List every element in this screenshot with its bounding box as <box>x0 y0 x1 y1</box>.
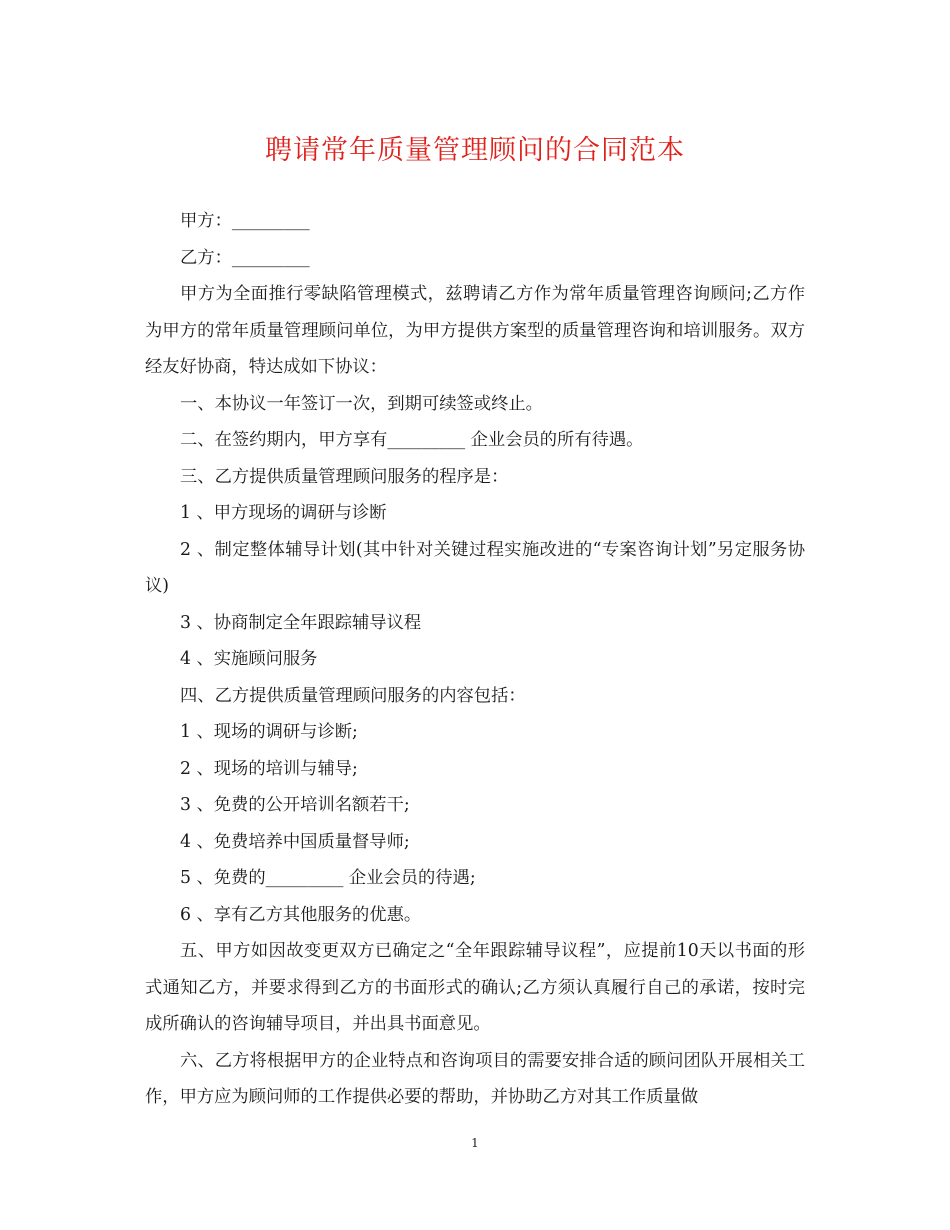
clause-4-item-5: 5 、免费的_________ 企业会员的待遇; <box>180 868 476 888</box>
clause-4-heading: 四、乙方提供质量管理顾问服务的内容包括： <box>180 685 526 706</box>
clause-3-item-3: 3 、协商制定全年跟踪辅导议程 <box>180 612 422 633</box>
clause-1: 一、本协议一年签订一次，到期可续签或终止。 <box>180 393 543 414</box>
page-number: 1 <box>471 1136 479 1150</box>
preamble-paragraph: 甲方为全面推行零缺陷管理模式，兹聘请乙方作为常年质量管理咨询顾问;乙方作为甲方的常年质量管理顾问单位，为甲方提供方案型的质量管理咨询和培训服务。双方经友好协商，特达成如下协议： <box>145 284 805 377</box>
clause-3-item-2: 2 、制定整体辅导计划(其中针对关键过程实施改进的“专案咨询计划”另定服务协议) <box>145 539 805 596</box>
clause-3-item-1: 1 、甲方现场的调研与诊断 <box>180 503 387 523</box>
clause-4-item-4: 4 、免费培养中国质量督导师; <box>180 831 410 852</box>
clause-4-item-3: 3 、免费的公开培训名额若干; <box>180 795 410 815</box>
clause-3-heading: 三、乙方提供质量管理顾问服务的程序是： <box>180 466 509 487</box>
clause-3-item-4: 4 、实施顾问服务 <box>180 649 318 669</box>
clause-4-item-6: 6 、享有乙方其他服务的优惠。 <box>180 904 422 925</box>
clause-4-item-2: 2 、现场的培训与辅导; <box>180 758 358 779</box>
clause-6: 六、乙方将根据甲方的企业特点和咨询项目的需要安排合适的顾问团队开展相关工作，甲方应为顾问师的工作提供必要的帮助，并协助乙方对其工作质量做 <box>145 1050 805 1107</box>
party-a-line: 甲方：_________ <box>180 211 310 231</box>
document-title: 聘请常年质量管理顾问的合同范本 <box>265 135 685 166</box>
party-b-line: 乙方：_________ <box>180 247 310 268</box>
clause-5: 五、甲方如因故变更双方已确定之“全年跟踪辅导议程”，应提前10天以书面的形式通知乙方，并要求得到乙方的书面形式的确认;乙方须认真履行自己的承诺，按时完成所确认的咨询辅导项目，并出具书面意见。 <box>145 941 805 1034</box>
clause-4-item-1: 1 、现场的调研与诊断; <box>180 722 358 742</box>
clause-2: 二、在签约期内，甲方享有_________ 企业会员的所有待遇。 <box>180 430 644 450</box>
document-body <box>145 203 805 1116</box>
